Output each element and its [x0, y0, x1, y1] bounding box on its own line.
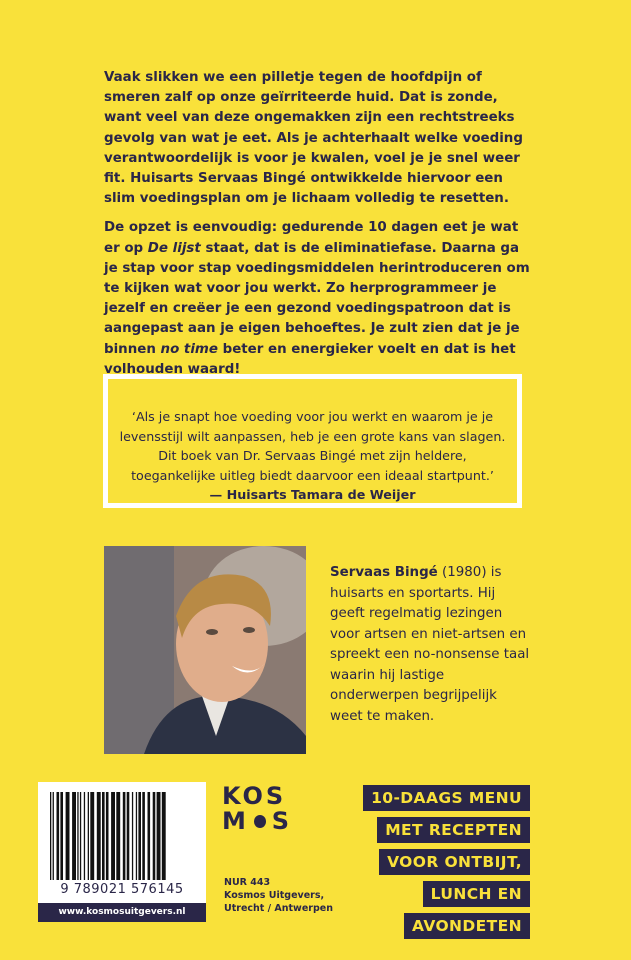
author-photo [104, 546, 306, 754]
menu-line [358, 785, 530, 811]
menu-line [358, 913, 530, 939]
logo-row-2 [222, 809, 292, 834]
blurb-p2-part-c: beter en energieker voelt en dat is het volhouden waard! [104, 341, 516, 377]
barcode-panel [38, 782, 206, 922]
author-name: Servaas Bingé [330, 565, 438, 580]
logo-row-1: KOS [222, 782, 287, 810]
barcode [48, 792, 196, 880]
publisher-city: Utrecht / Antwerpen [224, 903, 333, 914]
nur-code: NUR 443 [224, 877, 271, 888]
author-bio [330, 563, 530, 727]
blurb-p2-emphasis-1: De lijst [147, 240, 201, 256]
publisher-name: Kosmos Uitgevers, [224, 890, 325, 901]
logo-dot-icon [254, 815, 266, 828]
menu-line-text: VOOR ONTBIJT, [379, 849, 530, 875]
quote-author: — Huisarts Tamara de Weijer [209, 487, 416, 502]
quote-line-4: toegankelijke uitleg biedt daarvoor een ideaal startpunt.’ [131, 467, 494, 483]
menu-line [358, 849, 530, 875]
menu-line-text: AVONDETEN [404, 913, 530, 939]
blurb-p2-part-a: De opzet is eenvoudig: gedurende 10 dagen eet je wat er op [104, 220, 519, 256]
quote-line-3: Dit boek van Dr. Servaas Bingé met zijn heldere, [158, 448, 467, 463]
menu-line [358, 881, 530, 907]
endorsement-quote-box [103, 374, 522, 508]
publisher-info [224, 876, 334, 915]
menu-callout [358, 785, 530, 945]
blurb-paragraph-1: Vaak slikken we een pilletje tegen de hoofdpijn of smeren zalf op onze geïrriteerde huid. Dat is zonde, want veel van deze ongemakken zijn een rechtstreeks gevolg van wat je eet. Als je achterhaalt welke voeding verantwoordelijk is voor je kwalen, voel je je snel weer fit. Huisarts Servaas Bingé ontwikkelde hiervoor een slim voedingsplan om je lichaam volledig te resetten. [104, 70, 523, 207]
endorsement-quote [108, 407, 517, 505]
menu-line [358, 817, 530, 843]
blurb-paragraph-2 [104, 218, 530, 380]
kosmos-logo [222, 784, 292, 834]
logo-letter-s: S [271, 807, 292, 835]
blurb-p2-part-b: staat, dat is de eliminatiefase. Daarna ga je stap voor stap voedingsmiddelen herintroduceren om te kijken wat voor jou werkt. Zo herprogrammeer je jezelf en creëer je een gezond voedingspatroon dat is aangepast aan je eigen behoeftes. Je zult zien dat je je binnen [104, 240, 530, 357]
back-cover-blurb [104, 68, 530, 389]
quote-line-1: ‘Als je snapt hoe voeding voor jou werkt en waarom je je [131, 409, 494, 424]
blurb-p2-emphasis-2: no time [160, 341, 218, 357]
menu-line-text: MET RECEPTEN [377, 817, 530, 843]
menu-line-text: 10-DAAGS MENU [363, 785, 530, 811]
author-portrait-illustration [104, 546, 306, 754]
author-bio-text: (1980) is huisarts en sportarts. Hij geeft regelmatig lezingen voor artsen en niet-artsen en spreekt een no-nonsense taal waarin hij lastige onderwerpen begrijpelijk weet te maken. [330, 565, 530, 724]
menu-line-text: LUNCH EN [423, 881, 530, 907]
logo-letter-m: M [222, 807, 249, 835]
isbn-number: 9 789021 576145 [60, 882, 184, 897]
quote-line-2: levensstijl wilt aanpassen, heb je een grote kans van slagen. [119, 428, 506, 444]
publisher-website: www.kosmosuitgevers.nl [38, 903, 206, 922]
